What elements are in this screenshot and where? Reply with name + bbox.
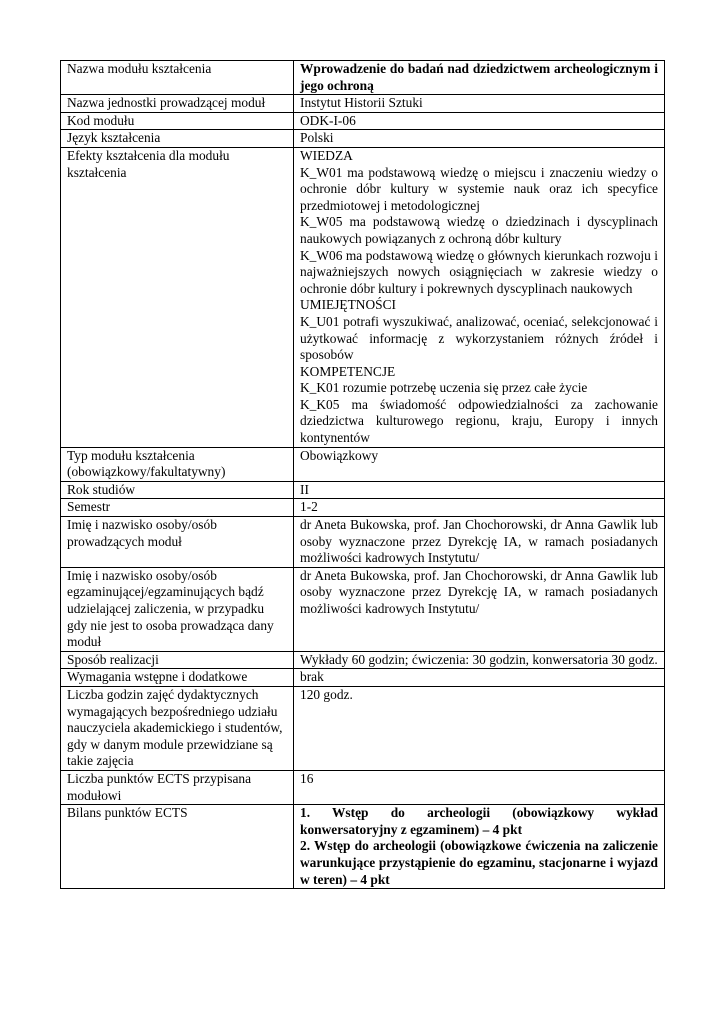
- table-row: [61, 770, 665, 804]
- value-line: 16: [300, 770, 314, 786]
- value-line: K_W01 ma podstawową wiedzę o miejscu i znaczeniu wiedzy o ochronie dóbr kultury w systemie nauk oraz ich specyfice przedmiotowej i metodologicznej: [300, 164, 658, 213]
- module-table-body: [61, 61, 665, 889]
- table-row: [61, 499, 665, 517]
- row-value: [294, 481, 665, 499]
- value-line: Obowiązkowy: [300, 447, 379, 463]
- row-label: Imię i nazwisko osoby/osób egzaminującej/egzaminujących bądź udzielającej zaliczenia, w przypadku gdy nie jest to osoba prowadząca dany moduł: [61, 567, 294, 651]
- row-value: [294, 499, 665, 517]
- row-label: Nazwa modułu kształcenia: [61, 61, 294, 95]
- value-line: II: [300, 481, 309, 497]
- table-row: [61, 805, 665, 889]
- row-value: [294, 669, 665, 687]
- value-line: UMIEJĘTNOŚCI: [300, 297, 396, 313]
- value-line: dr Aneta Bukowska, prof. Jan Chochorowski, dr Anna Gawlik lub osoby wyznaczone przez Dyrekcję IA, w ramach posiadanych możliwości kadrowych Instytutu/: [300, 517, 658, 566]
- value-line: Wykłady 60 godzin; ćwiczenia: 30 godzin, konwersatoria 30 godz.: [300, 651, 658, 667]
- table-row: [61, 147, 665, 447]
- row-label: Kod modułu: [61, 112, 294, 130]
- row-label: Semestr: [61, 499, 294, 517]
- value-line: dr Aneta Bukowska, prof. Jan Chochorowski, dr Anna Gawlik lub osoby wyznaczone przez Dyrekcję IA, w ramach posiadanych możliwości kadrowych Instytutu/: [300, 567, 658, 616]
- value-line: K_K01 rozumie potrzebę uczenia się przez całe życie: [300, 380, 588, 396]
- value-line: ODK-I-06: [300, 112, 356, 128]
- row-value: [294, 651, 665, 669]
- value-line: Wprowadzenie do badań nad dziedzictwem archeologicznym i jego ochroną: [300, 61, 658, 93]
- row-label: Liczba punktów ECTS przypisana modułowi: [61, 770, 294, 804]
- table-row: [61, 61, 665, 95]
- table-row: [61, 517, 665, 568]
- value-line: Polski: [300, 130, 334, 146]
- row-value: [294, 61, 665, 95]
- table-row: [61, 95, 665, 113]
- value-line: 1-2: [300, 499, 318, 515]
- value-line: KOMPETENCJE: [300, 363, 396, 379]
- module-description-table: [60, 60, 665, 889]
- table-row: [61, 669, 665, 687]
- row-label: Wymagania wstępne i dodatkowe: [61, 669, 294, 687]
- row-value: [294, 112, 665, 130]
- row-label: Typ modułu kształcenia (obowiązkowy/fakultatywny): [61, 447, 294, 481]
- row-value: [294, 147, 665, 447]
- row-label: Bilans punktów ECTS: [61, 805, 294, 889]
- value-line: WIEDZA: [300, 147, 353, 163]
- row-value: [294, 567, 665, 651]
- table-row: [61, 567, 665, 651]
- row-label: Język kształcenia: [61, 130, 294, 148]
- value-line: K_W05 ma podstawową wiedzę o dziedzinach i dyscyplinach naukowych powiązanych z ochroną dóbr kultury: [300, 214, 658, 246]
- row-label: Sposób realizacji: [61, 651, 294, 669]
- value-line: 120 godz.: [300, 686, 353, 702]
- row-value: [294, 805, 665, 889]
- row-value: [294, 130, 665, 148]
- value-line: K_U01 potrafi wyszukiwać, analizować, oceniać, selekcjonować i użytkować informację z wykorzystaniem różnych źródeł i sposobów: [300, 313, 658, 363]
- row-value: [294, 95, 665, 113]
- value-line: 2. Wstęp do archeologii (obowiązkowe ćwiczenia na zaliczenie warunkujące przystąpienie do egzaminu, stacjonarne i wyjazd w teren) – 4 pkt: [300, 838, 658, 887]
- value-line: brak: [300, 669, 324, 685]
- row-label: Liczba godzin zajęć dydaktycznych wymagających bezpośredniego udziału nauczyciela akademickiego i studentów, gdy w danym module przewidziane są takie zajęcia: [61, 686, 294, 770]
- value-line: Instytut Historii Sztuki: [300, 95, 423, 111]
- table-row: [61, 130, 665, 148]
- row-label: Nazwa jednostki prowadzącej moduł: [61, 95, 294, 113]
- table-row: [61, 481, 665, 499]
- value-line: K_W06 ma podstawową wiedzę o głównych kierunkach rozwoju i najważniejszych nowych osiągnięciach w zakresie wiedzy o ochronie dóbr kultury i pokrewnych dyscyplinach naukowych: [300, 247, 658, 296]
- table-row: [61, 447, 665, 481]
- row-value: [294, 447, 665, 481]
- row-label: Imię i nazwisko osoby/osób prowadzących moduł: [61, 517, 294, 568]
- value-line: K_K05 ma świadomość odpowiedzialności za zachowanie dziedzictwa kulturowego regionu, kraju, Europy i innych kontynentów: [300, 396, 658, 446]
- row-value: [294, 770, 665, 804]
- table-row: [61, 686, 665, 770]
- row-label: Efekty kształcenia dla modułu kształcenia: [61, 147, 294, 447]
- row-value: [294, 686, 665, 770]
- table-row: [61, 112, 665, 130]
- row-label: Rok studiów: [61, 481, 294, 499]
- value-line: 1. Wstęp do archeologii (obowiązkowy wykład konwersatoryjny z egzaminem) – 4 pkt: [300, 805, 658, 837]
- row-value: [294, 517, 665, 568]
- table-row: [61, 651, 665, 669]
